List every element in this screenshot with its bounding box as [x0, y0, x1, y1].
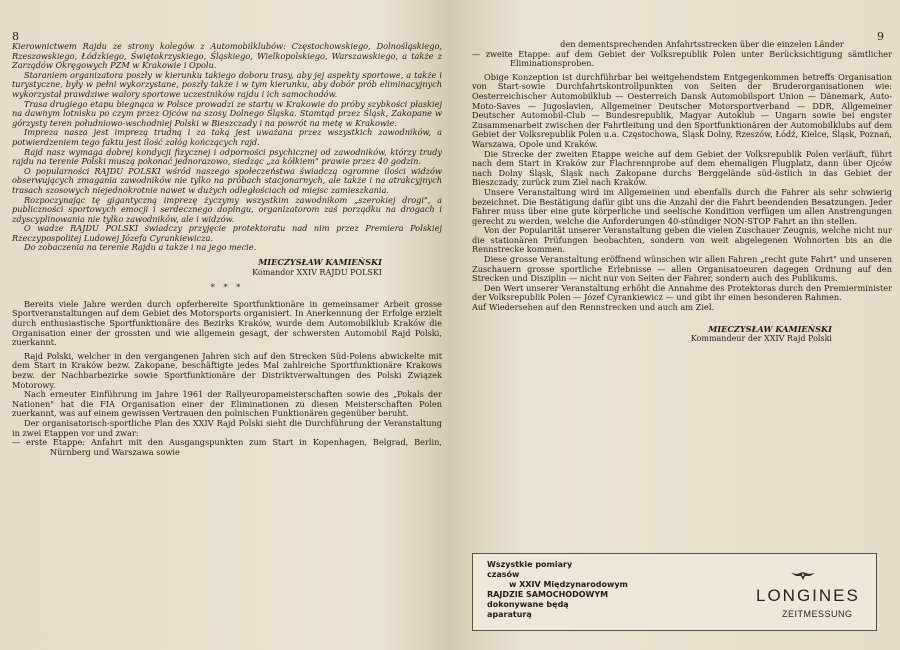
german-signature-name: MIECZYSŁAW KAMIEŃSKI [708, 323, 832, 334]
ad-line: aparaturą [487, 610, 532, 619]
german-paragraph: Von der Popularität unserer Veranstaltung geben die vielen Zuschauer Zeugnis, welche nicht nur die stationären Prüfungen beobachten, sondern von weit abgelegenen Wohnorten bis an die Rennstrecke kommen. [472, 225, 892, 255]
polish-signature-name: MIECZYSŁAW KAMIEŃSKI [258, 257, 382, 268]
german-paragraph: Rajd Polski, welcher in den vergangenen Jahren sich auf den Strecken Süd-Polens abwickelte mit dem Start in Kraków bezw. Zakopane, beschäftigte jedes Mal zahlreiche Sportfunktionäre Krakows bezw. der Nachbarbezirke sowie Sportfunktionäre der Distriktverwaltungen des Polski Związek Motorowy. [12, 350, 442, 390]
german-text-block-left [12, 300, 442, 458]
ad-line: czasów [487, 570, 520, 579]
german-paragraph: Unsere Veranstaltung wird im Allgemeinen und ebenfalls durch die Fahrer als sehr schwierig bezeichnet. Die Bestätigung dafür gibt uns die Anzahl der die Fahrt beendenden Besatzungen. Jeder Fahrer muss über eine gute körperliche und seelische Kondition verfügen um allen Anstrengungen gerecht zu werden, welche die Anforderungen 40-stündiger NON-STOP Fahrt an ihn stellen. [472, 186, 892, 226]
polish-text-block [12, 42, 442, 253]
german-paragraph: Obige Konzeption ist durchführbar bei weitgehendstem Entgegenkommen betreffs Organisation von Start-sowie Durchfahrtskontrollpunkten von Seiten der Bruderorganisationen wie: Oesterreichischer Automobilklub — Oesterreich Dansk Automobilsport Union — Dänemark, Auto-Moto-Saves — Jugoslavien, Allgemeiner Deutscher Motorsportverband — DDR, Allgemeiner Deutscher Automobil-Club — Bundesrepublik, Magyar Autoklub — Ungarn sowie bei engster Zusammenarbeit zwischen der Fahrtleitung und den Sportfunktionären der Automobilklubs auf dem Gebiet der Volksrepublik Polen u.a. Częstochowa, Śląsk Dolny, Rzeszów, Łódź, Kielce, Śląsk, Poznań, Warszawa, Opole und Kraków. [472, 71, 892, 149]
german-paragraph: Nach erneuter Einführung im Jahre 1961 der Rallyeuropameisterschaften sowie des „Pokals der Nationen" hat die FIA Organisation einer der Eliminationen zu diesen Meisterschaften Polen zuerkannt, was auf einem gewissen Vertrauen den polnischen Funktionären gegenüber beruht. [12, 389, 442, 419]
german-signature-title: Kommandeur der XXIV Rajd Polski [690, 334, 832, 344]
polish-paragraph: Staraniem organizatora poszły w kierunku takiego doboru trasy, aby jej aspekty sportowe, a także i turystyczne, były w pełni wykorzystane, poszły także i w tym kierunku, aby dobór prób eliminacyjnych wykorzystał prawdziwe walory sportowe uczestników rajdu i ich samochodów. [12, 69, 442, 99]
etappe-two: — zweite Etappe: auf dem Gebiet der Volksrepublik Polen unter Berücksichtigung sämtlicher Eliminationsproben. [472, 48, 892, 69]
polish-paragraph: O popularności RAJDU POLSKI wśród naszego społeczeństwa świadczą ogromne ilości widzów obserwujących zmagania zawodników nie tylko na próbach stacjonarnych, ale także i na atrakcyjnych trasach szosowych niejednokrotnie nawet w dużych odległościach od miejsc zamieszkania. [12, 165, 442, 195]
right-column [472, 40, 892, 344]
ad-line: RAJDZIE SAMOCHODOWYM [487, 590, 609, 599]
polish-paragraph: Rajd nasz wymaga dobrej kondycji fizycznej i odporności psychicznej od zawodników, którzy trudy rajdu na terenie Polski muszą pokonać jednorazowo, siedząc „za kółkiem" prawie przez 40 godzin. [12, 146, 442, 167]
longines-logo [748, 570, 858, 622]
section-separator: * * * [210, 282, 244, 293]
polish-signature-title: Komandor XXIV RAJDU POLSKI [252, 267, 382, 277]
ad-line: dokonywane będą [487, 600, 569, 609]
polish-paragraph: Kierownictwem Rajdu ze strony kolegów z Automobilklubów: Częstochowskiego, Dolnośląskiego, Rzeszowskiego, Łódzkiego, Świętokrzyskiego, Śląskiego, Wielkopolskiego, Warszawskiego, a także z Zarządów Okręgowych PZM w Krakowie i Opolu. [12, 41, 442, 71]
ad-line: w XXIV Międzynarodowym [509, 580, 628, 589]
etappe-one: — erste Etappe: Anfahrt mit den Ausgangspunkten zum Start in Kopenhagen, Belgrad, Berlin, Nürnberg und Warszawa sowie [12, 437, 442, 457]
etappe-one-continued: den dementsprechenden Anfahrtsstrecken über die einzelen Länder [560, 39, 844, 49]
german-paragraph: Die Strecke der zweiten Etappe weiche auf dem Gebiet der Volksrepublik Polen verläuft, führt nach dem Start in Kraków zur Flachrennprobe auf dem ehemaligen Flugplatz, dann über Ojców nach Dolny Śląsk, Śląsk nach Zakopane durchs Berggelände süd-östlich in das Gebiet der Bieszczady, zurück zum Ziel nach Kraków. [472, 148, 892, 188]
brand-name: LONGINES [756, 586, 860, 605]
polish-paragraph: Rozpoczynając tę gigantyczną imprezę życzymy wszystkim zawodnikom „szerokiej drogi", a publiczności sportowych emocji i serdecznego dopingu, organizatorom zaś porządku na drogach i zdyscyplinowania nie tylko zawodników, ale i widzów. [12, 194, 442, 224]
page-number-right: 9 [877, 30, 884, 43]
winged-hourglass-icon [788, 570, 818, 584]
longines-advertisement [472, 553, 877, 631]
german-paragraph: Der organisatorisch-sportliche Plan des XXIV Rajd Polski sieht die Durchführung der Veranstaltung in zwei Etappen vor und zwar: [12, 417, 442, 438]
ad-line: Wszystkie pomiary [487, 560, 573, 569]
polish-paragraph: Impreza nasza jest imprezą trudną i za taką jest uważana przez wszystkich zawodników, a potwierdzeniem tego faktu jest ilość załóg kończących rajd. [12, 127, 442, 147]
german-paragraph: Auf Wiedersehen auf den Rennstrecken und auch am Ziel. [472, 302, 715, 313]
right-page [450, 0, 900, 650]
polish-paragraph: Trasa drugiego etapu biegnąca w Polsce prowadzi ze startu w Krakowie do próby szybkości płaskiej na dawnym lotnisku po czym przez Ojców na szosy Dolnego Śląska. Stamtąd przez Śląsk, Zakopane w górzysty teren południowo-wschodniej Polski w Bieszczady i na powrót na metę w Krakowie. [12, 98, 442, 128]
left-column [12, 42, 442, 457]
polish-paragraph: Do zobaczenia na terenie Rajdu a także i na jego mecie. [24, 242, 257, 253]
german-paragraph: Den Wert unserer Veranstaltung erhöht die Annahme des Protektoras durch den Premierminister der Volksrepublik Polen — Józef Cyrankiewicz — und gibt ihr einen besonderen Rahmen. [472, 282, 892, 303]
page-number-left: 8 [12, 30, 19, 43]
polish-paragraph: O wadze RAJDU POLSKI świadczy przyjęcie protektoratu nad nim przez Premiera Polskiej Rzeczypospolitej Ludowej Józefa Cyrankiewicza. [12, 223, 442, 243]
brand-tagline: ZEITMESSUNG [782, 609, 853, 619]
german-paragraph: Diese grosse Veranstaltung eröffnend wünschen wir allen Fahren „recht gute Fahrt" und unseren Zuschauern grosse sportliche Erlebnisse — allen Organisatoeuren dagegen Ordnung auf den Strecken und Disziplin — nicht nur von Seiten der Fahrer, sondern auch des Publikums. [472, 254, 892, 284]
german-paragraph: Bereits viele Jahre werden durch opferbereite Sportfunktionäre in gemeinsamer Arbeit grosse Sportveranstaltungen auf dem Gebiet des Motorsports organisiert. In Anerkennung der Erfolge erzielt durch enthusiastische Sportfunktionäre des Bezirks Kraków, wurde dem Automobilklub Kraków die Organisation einer der grossten und wie allgemein gesagt, der schwersten Automobil Rajd Polski, zuerkannt. [12, 298, 442, 348]
ad-text [487, 560, 628, 620]
